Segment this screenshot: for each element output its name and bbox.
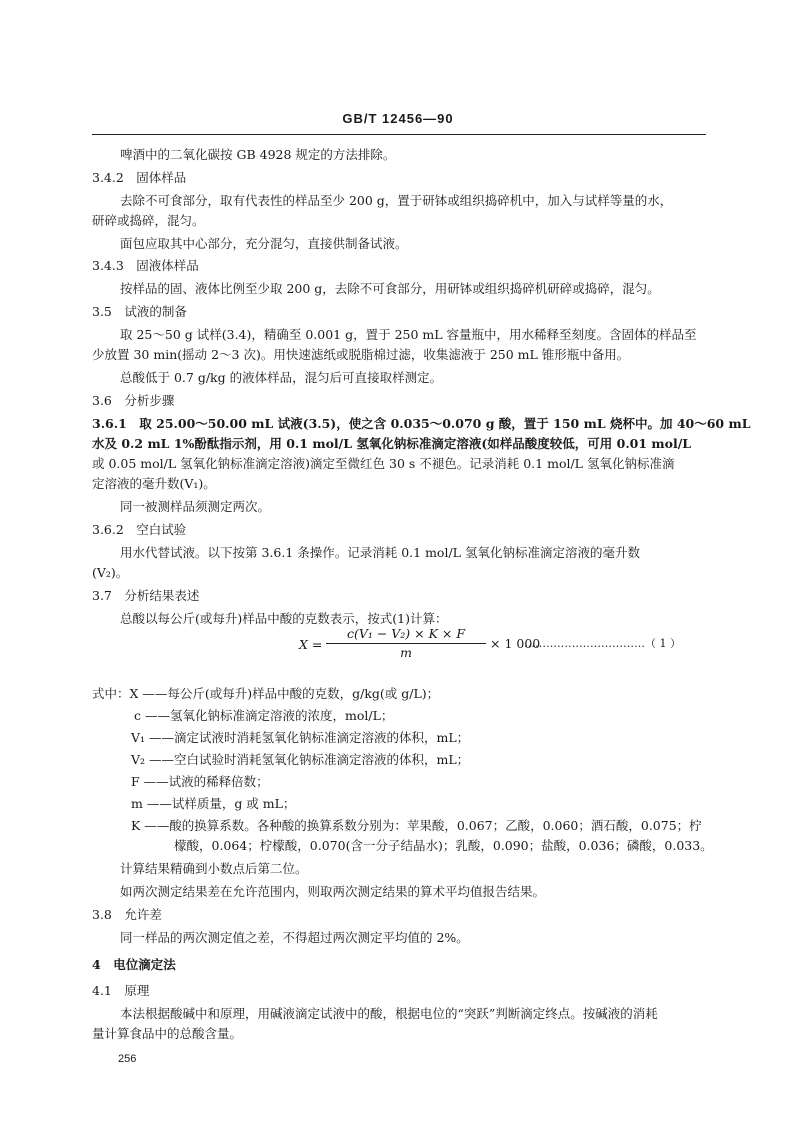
section-heading-3-6: 3.6 分析步骤 — [92, 393, 175, 408]
paragraph-line: 研碎或捣碎，混匀。 — [92, 213, 205, 228]
formula-numerator: c(V₁ − V₂) × K × F — [346, 626, 466, 641]
paragraph-line: (V₂)。 — [92, 565, 129, 580]
paragraph-line: 去除不可食部分，取有代表性的样品至少 200 g，置于研钵或组织捣碎机中，加入与试样等量的水， — [120, 193, 673, 208]
page-header: GB/T 12456—90 — [342, 111, 454, 126]
formula-denominator: m — [400, 645, 412, 660]
paragraph-line: 同一样品的两次测定值之差，不得超过两次测定平均值的 2%。 — [120, 930, 469, 945]
paragraph-line: 总酸以每公斤(或每升)样品中酸的克数表示，按式(1)计算： — [120, 611, 448, 626]
where-line: 檬酸，0.064；柠檬酸，0.070(含一分子结晶水)；乳酸，0.090；盐酸，0.036；磷酸，0.033。 — [174, 838, 713, 853]
where-line: c ——氢氧化钠标准滴定溶液的浓度，mol/L； — [134, 708, 394, 723]
where-line: K ——酸的换算系数。各种酸的换算系数分别为：苹果酸，0.067；乙酸，0.060；酒石酸，0.075；柠 — [131, 818, 702, 833]
section-heading-3-6-2: 3.6.2 空白试验 — [92, 522, 187, 537]
where-line: V₂ ——空白试验时消耗氢氧化钠标准滴定溶液的体积，mL； — [131, 752, 470, 767]
section-heading-4: 4 电位滴定法 — [92, 957, 176, 972]
where-line: 式中：X ——每公斤(或每升)样品中酸的克数，g/kg(或 g/L)； — [92, 686, 440, 701]
section-heading-3-4-2: 3.4.2 固体样品 — [92, 170, 187, 185]
paragraph-line: 量计算食品中的总酸含量。 — [92, 1026, 243, 1041]
header-rule — [92, 134, 706, 135]
paragraph-line: 总酸低于 0.7 g/kg 的液体样品，混匀后可直接取样测定。 — [120, 370, 443, 385]
section-heading-3-4-3: 3.4.3 固液体样品 — [92, 258, 199, 273]
paragraph-line: 用水代替试液。以下按第 3.6.1 条操作。记录消耗 0.1 mol/L 氢氧化钠标准滴定溶液的毫升数 — [120, 545, 640, 560]
paragraph-line: 或 0.05 mol/L 氢氧化钠标准滴定溶液)滴定至微红色 30 s 不褪色。记录消耗 0.1 mol/L 氢氧化钠标准滴 — [92, 456, 675, 471]
formula-multiplier: × 1 000 — [490, 636, 541, 651]
paragraph-line: 定溶液的毫升数(V₁)。 — [92, 476, 216, 491]
where-line: V₁ ——滴定试液时消耗氢氧化钠标准滴定溶液的体积，mL； — [131, 730, 470, 745]
formula-number: ……………………………（ 1 ） — [524, 637, 681, 650]
paragraph-line: 水及 0.2 mL 1%酚酞指示剂，用 0.1 mol/L 氢氧化钠标准滴定溶液(如样品酸度较低，可用 0.01 mol/L — [92, 436, 692, 451]
page-number: 256 — [118, 1053, 137, 1065]
section-heading-3-7: 3.7 分析结果表述 — [92, 588, 200, 603]
paragraph-line: 取 25～50 g 试样(3.4)，精确至 0.001 g，置于 250 mL 容量瓶中，用水稀释至刻度。含固体的样品至 — [120, 327, 697, 342]
paragraph-line: 本法根据酸碱中和原理，用碱液滴定试液中的酸，根据电位的“突跃”判断滴定终点。按碱液的消耗 — [120, 1006, 658, 1021]
formula-lhs: X = — [299, 637, 323, 652]
fraction-bar — [326, 643, 486, 644]
paragraph-line: 少放置 30 min(摇动 2～3 次)。用快速滤纸或脱脂棉过滤，收集滤液于 250 mL 锥形瓶中备用。 — [92, 347, 630, 362]
section-heading-3-8: 3.8 允许差 — [92, 907, 162, 922]
paragraph-line: 啤酒中的二氧化碳按 GB 4928 规定的方法排除。 — [120, 147, 396, 162]
paragraph-line: 如两次测定结果差在允许范围内，则取两次测定结果的算术平均值报告结果。 — [120, 884, 546, 899]
section-heading-4-1: 4.1 原理 — [92, 983, 150, 998]
paragraph-line: 3.6.1 取 25.00～50.00 mL 试液(3.5)，使之含 0.035～0.070 g 酸，置于 150 mL 烧杯中。加 40～60 mL — [92, 416, 751, 431]
paragraph-line: 面包应取其中心部分，充分混匀，直接供制备试液。 — [120, 236, 408, 251]
paragraph-line: 计算结果精确到小数点后第二位。 — [120, 861, 308, 876]
section-heading-3-5: 3.5 试液的制备 — [92, 304, 187, 319]
where-line: F ——试液的稀释倍数； — [131, 774, 269, 789]
paragraph-line: 同一被测样品须测定两次。 — [120, 499, 271, 514]
where-line: m ——试样质量，g 或 mL； — [131, 796, 296, 811]
paragraph-line: 按样品的固、液体比例至少取 200 g，去除不可食部分，用研钵或组织捣碎机研碎或捣碎，混匀。 — [120, 281, 660, 296]
